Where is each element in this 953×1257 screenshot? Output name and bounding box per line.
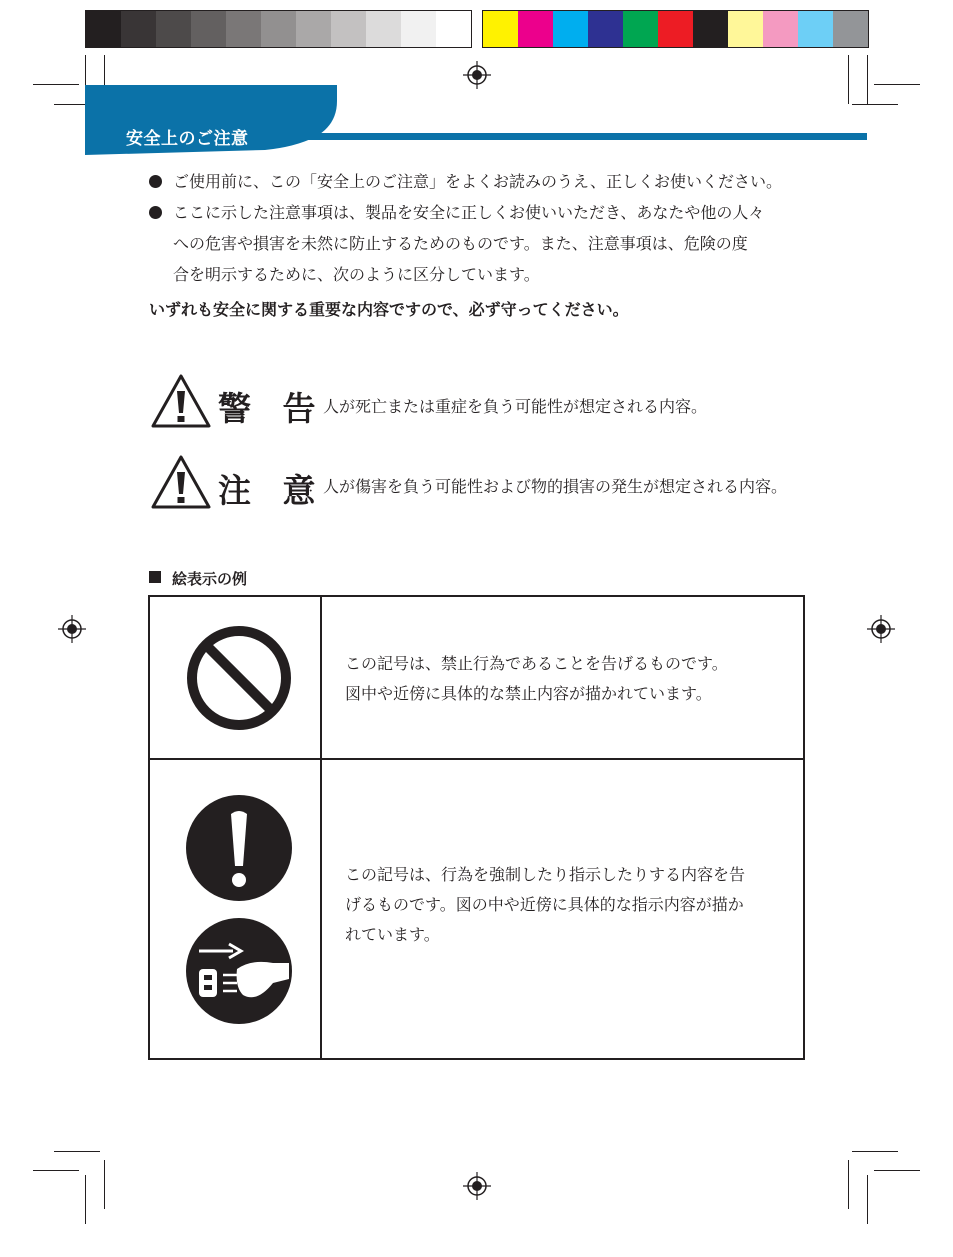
table-row-2-text bbox=[345, 860, 745, 950]
color-swatch bbox=[623, 11, 658, 47]
color-swatch bbox=[331, 11, 366, 47]
process-color-bar bbox=[482, 10, 869, 48]
color-swatch bbox=[436, 11, 471, 47]
registration-mark-icon bbox=[461, 59, 493, 91]
bullet-icon bbox=[149, 175, 162, 188]
grayscale-color-bar bbox=[85, 10, 472, 48]
color-swatch bbox=[798, 11, 833, 47]
intro-item-2-line: への危害や損害を未然に防止するためのものです。また、注意事項は、危険の度 bbox=[173, 234, 748, 253]
table-row-1-text bbox=[345, 649, 728, 709]
color-swatch bbox=[191, 11, 226, 47]
color-swatch bbox=[366, 11, 401, 47]
registration-mark-icon bbox=[461, 1170, 493, 1202]
warning-triangle-icon bbox=[150, 373, 212, 429]
intro-item-1: ご使用前に、この「安全上のご注意」をよくお読みのうえ、正しくお使いください。 bbox=[173, 172, 782, 191]
section-square-icon bbox=[149, 571, 161, 583]
intro-item-2-line: ここに示した注意事項は、製品を安全に正しくお使いいただき、あなたや他の人々 bbox=[173, 203, 765, 222]
color-swatch bbox=[658, 11, 693, 47]
color-swatch bbox=[401, 11, 436, 47]
color-swatch bbox=[553, 11, 588, 47]
intro-item-2-line: 合を明示するために、次のように区分しています。 bbox=[173, 265, 540, 284]
unplug-icon bbox=[185, 917, 295, 1027]
color-swatch bbox=[483, 11, 518, 47]
table-text-line: 図中や近傍に具体的な禁止内容が描かれています。 bbox=[345, 684, 712, 703]
pictogram-table bbox=[148, 595, 805, 1060]
color-swatch bbox=[86, 11, 121, 47]
table-text-line: この記号は、行為を強制したり指示したりする内容を告 bbox=[345, 865, 746, 884]
table-divider bbox=[150, 758, 803, 760]
section-title: 絵表示の例 bbox=[172, 570, 248, 588]
color-swatch bbox=[226, 11, 261, 47]
caution-title: 注 意 bbox=[218, 471, 326, 510]
color-swatch bbox=[121, 11, 156, 47]
color-swatch bbox=[518, 11, 553, 47]
color-swatch bbox=[763, 11, 798, 47]
color-swatch bbox=[588, 11, 623, 47]
color-swatch bbox=[156, 11, 191, 47]
registration-mark-icon bbox=[865, 613, 897, 645]
page-title: 安全上のご注意 bbox=[126, 129, 249, 149]
mandatory-exclamation-icon bbox=[185, 794, 295, 904]
color-swatch bbox=[728, 11, 763, 47]
registration-mark-icon bbox=[56, 613, 88, 645]
bullet-icon bbox=[149, 206, 162, 219]
warning-triangle-icon bbox=[150, 454, 212, 510]
color-swatch bbox=[261, 11, 296, 47]
color-swatch bbox=[693, 11, 728, 47]
table-text-line: この記号は、禁止行為であることを告げるものです。 bbox=[345, 654, 728, 673]
intro-item-2 bbox=[173, 197, 813, 290]
prohibition-icon bbox=[184, 623, 294, 733]
color-swatch bbox=[833, 11, 868, 47]
table-divider bbox=[320, 597, 322, 1058]
caution-description: ：人が傷害を負う可能性および物的損害の発生が想定される内容。 bbox=[307, 477, 788, 496]
emphasis-text: いずれも安全に関する重要な内容ですので、必ず守ってください。 bbox=[149, 300, 629, 319]
table-text-line: れています。 bbox=[345, 925, 440, 944]
warning-description: ：人が死亡または重症を負う可能性が想定される内容。 bbox=[307, 397, 708, 416]
warning-title: 警 告 bbox=[218, 389, 326, 428]
table-text-line: げるものです。図の中や近傍に具体的な指示内容が描か bbox=[345, 895, 744, 914]
color-swatch bbox=[296, 11, 331, 47]
